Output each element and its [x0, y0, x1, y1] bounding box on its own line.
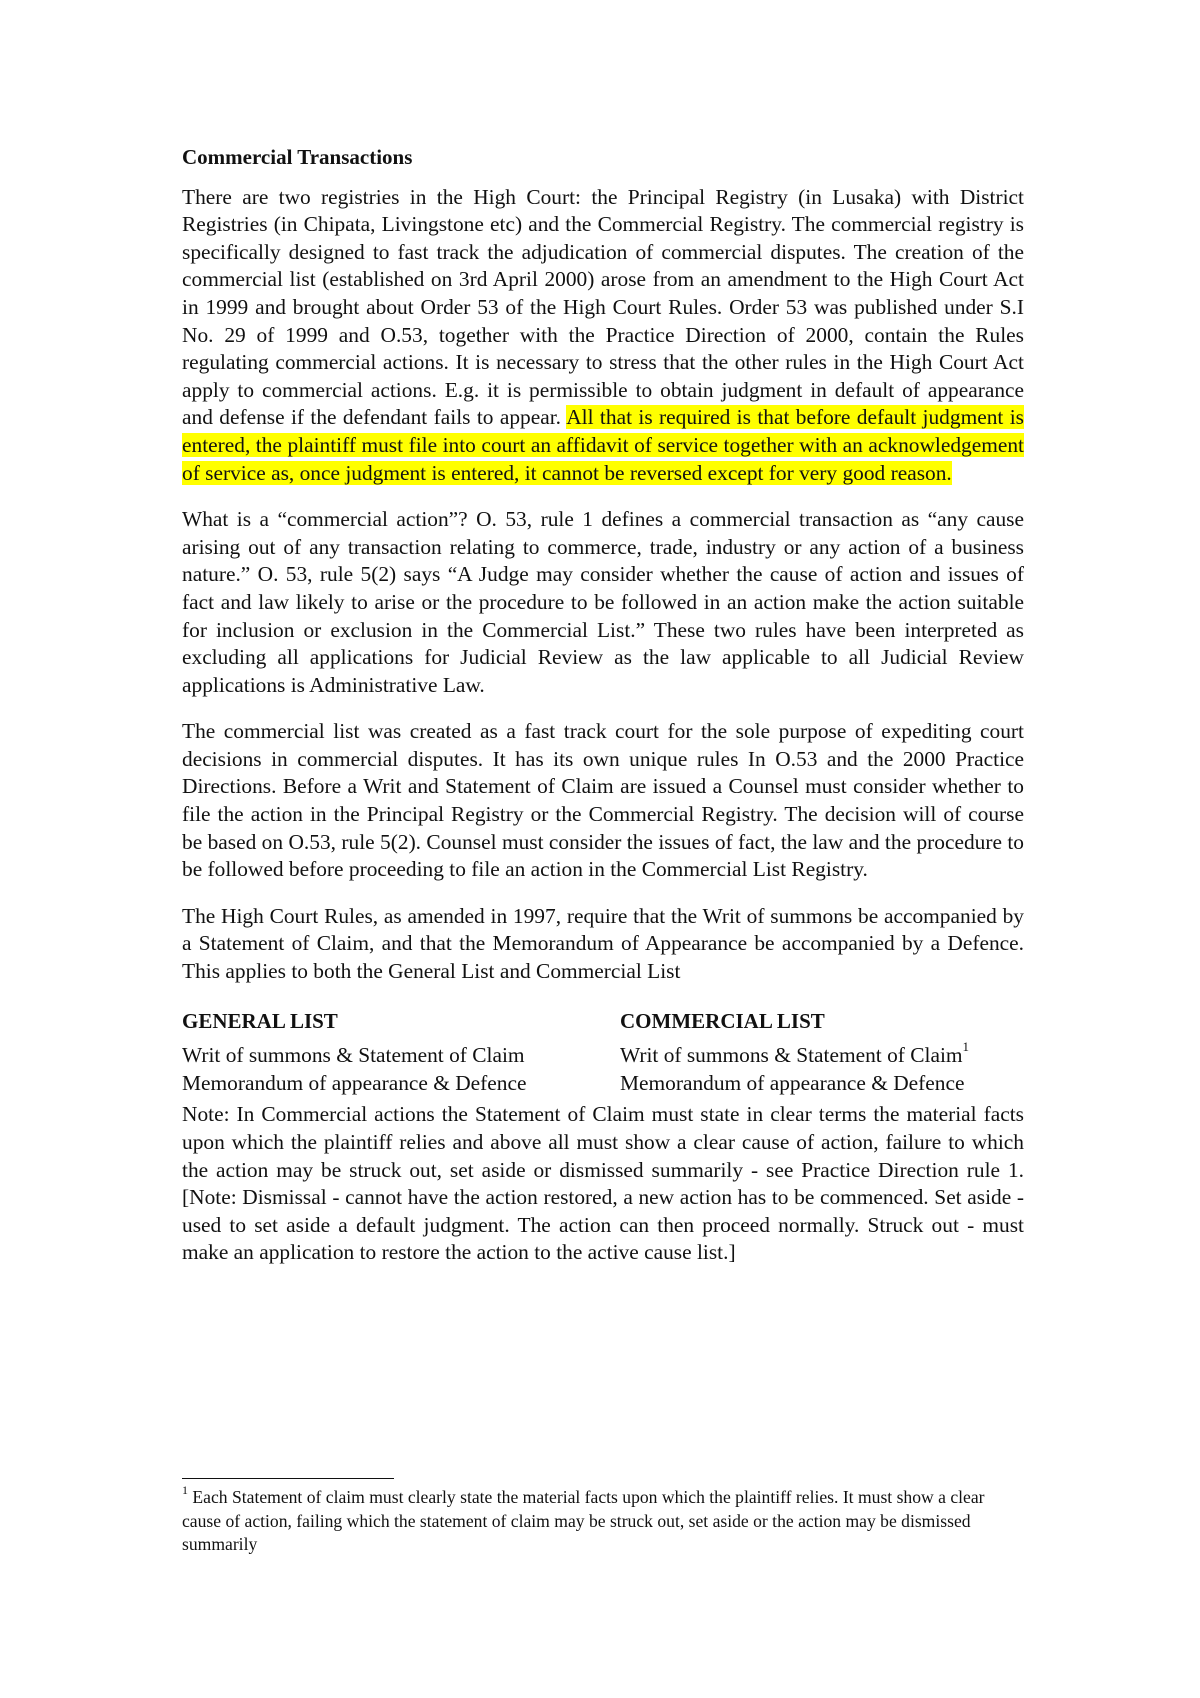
note-paragraph: Note: In Commercial actions the Statement of Claim must state in clear terms the material facts upon which the plaintiff relies and above all must show a clear cause of action, failure to which the action may be struck out, set aside or dismissed summarily - see Practice Direction rule 1. [Note: Dismissal - cannot have the action restored, a new action has to be commenced. Set aside - used to set aside a default judgment. The action can then proceed normally. Struck out - must make an application to restore the action to the active cause list.]	[182, 1102, 1024, 1265]
footnote-text: Each Statement of claim must clearly state the material facts upon which the plaintiff relies. It must show a clear cause of action, failing which the statement of claim may be struck out, set aside or the action may be dismissed summarily	[182, 1487, 985, 1554]
general-list-item: Memorandum of appearance & Defence	[182, 1070, 527, 1095]
footnote-number: 1	[182, 1483, 188, 1498]
commercial-list-item-text: Writ of summons & Statement of Claim	[620, 1043, 963, 1068]
footnote	[182, 1483, 1004, 1557]
general-list-item: Writ of summons & Statement of Claim	[182, 1043, 525, 1068]
commercial-list-column	[620, 1008, 1058, 1098]
paragraph-registries	[182, 184, 1024, 488]
paragraph-commercial-list: The commercial list was created as a fast track court for the sole purpose of expediting court decisions in commercial disputes. It has its own unique rules In O.53 and the 2000 Practice Directions. Before a Writ and Statement of Claim are issued a Counsel must consider whether to file the action in the Principal Registry or the Commercial Registry. The decision will of course be based on O.53, rule 5(2). Counsel must consider the issues of fact, the law and the procedure to be followed before proceeding to file an action in the Commercial List Registry.	[182, 719, 1024, 882]
paragraph-registries-text: There are two registries in the High Court: the Principal Registry (in Lusaka) with District Registries (in Chipata, Livingstone etc) and the Commercial Registry. The commercial registry is specifically designed to fast track the adjudication of commercial disputes. The creation of the commercial list (established on 3rd April 2000) arose from an amendment to the High Court Act in 1999 and brought about Order 53 of the High Court Rules. Order 53 was published under S.I No. 29 of 1999 and O.53, together with the Practice Direction of 2000, contain the Rules regulating commercial actions. It is necessary to stress that the other rules in the High Court Act apply to commercial actions. E.g. it is permissible to obtain judgment in default of appearance and defense if the defendant fails to appear.	[182, 184, 1024, 430]
commercial-list-item: Memorandum of appearance & Defence	[620, 1070, 965, 1095]
document-title: Commercial Transactions	[182, 145, 413, 169]
footnote-separator	[182, 1478, 394, 1479]
commercial-list-heading: COMMERCIAL LIST	[620, 1008, 825, 1033]
document-body	[182, 144, 1024, 1286]
highlighted-text: All that is required is that before default judgment is entered, the plaintiff must file into court an affidavit of service together with an acknowledgement of service as, once judgment is entered, it cannot be reversed except for very good reason.	[182, 405, 1024, 485]
commercial-list-item	[620, 1039, 1058, 1070]
paragraph-high-court-rules: The High Court Rules, as amended in 1997, require that the Writ of summons be accompanied by a Statement of Claim, and that the Memorandum of Appearance be accompanied by a Defence. This applies to both the General List and Commercial List	[182, 903, 1024, 984]
footnote-reference[interactable]: 1	[962, 1039, 970, 1055]
list-comparison	[182, 1008, 1024, 1098]
general-list-column	[182, 1008, 620, 1098]
general-list-heading: GENERAL LIST	[182, 1008, 338, 1033]
paragraph-commercial-action: What is a “commercial action”? O. 53, rule 1 defines a commercial transaction as “any cause arising out of any transaction relating to commerce, trade, industry or any action of a business nature.” O. 53, rule 5(2) says “A Judge may consider whether the cause of action and issues of fact and law likely to arise or the procedure to be followed in an action make the action suitable for inclusion or exclusion in the Commercial List.” These two rules have been interpreted as excluding all applications for Judicial Review as the law applicable to all Judicial Review applications is Administrative Law.	[182, 507, 1024, 697]
